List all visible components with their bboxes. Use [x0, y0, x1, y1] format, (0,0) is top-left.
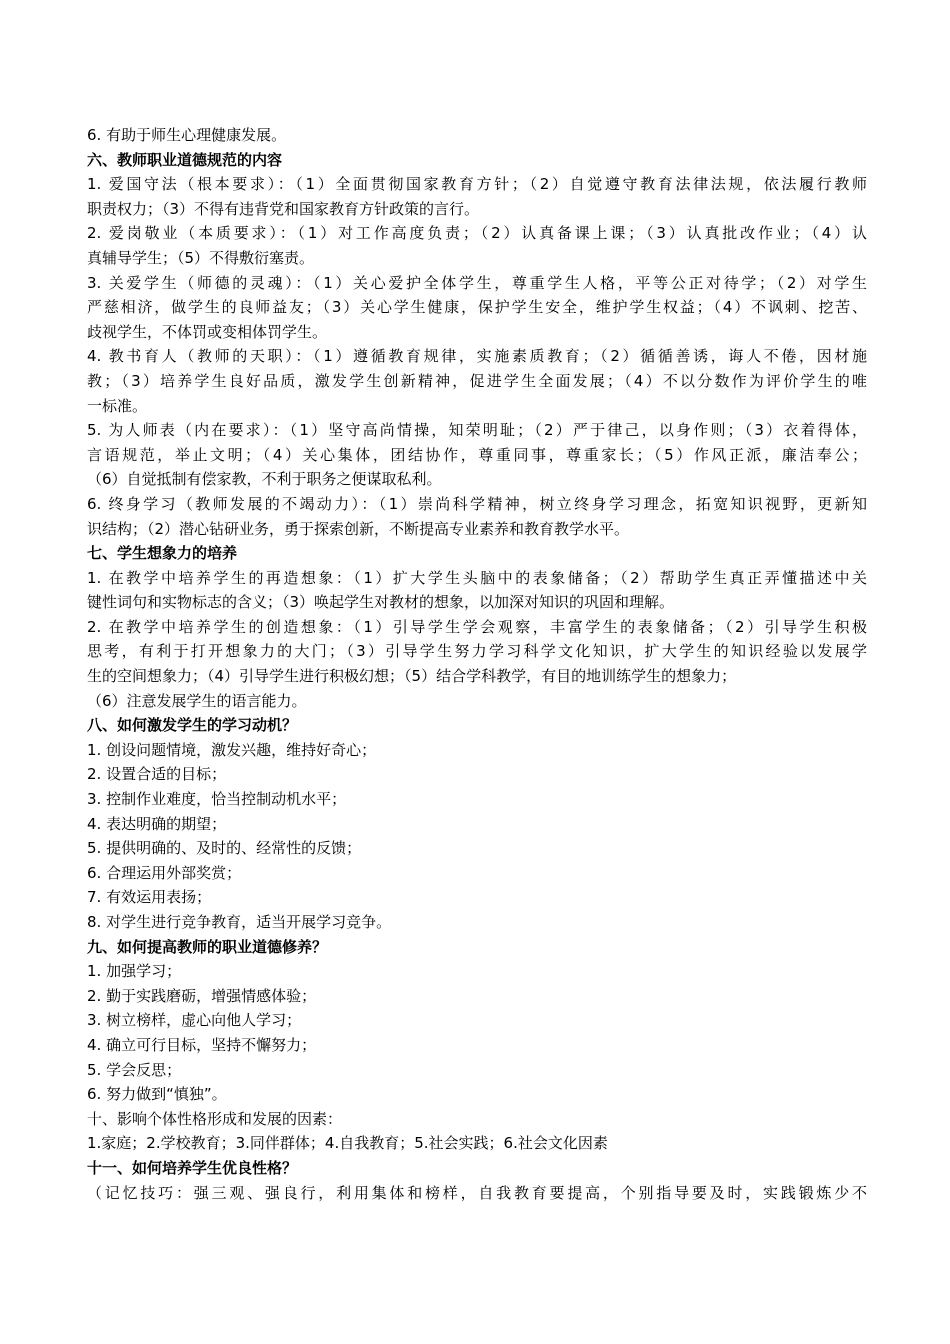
list-item: 6. 努力做到“慎独”。 — [87, 1085, 227, 1104]
list-item-continuation: 职责权力；（3）不得有违背党和国家教育方针政策的言行。 — [87, 199, 480, 218]
section-heading-8: 八、如何激发学生的学习动机？ — [87, 716, 298, 735]
list-item-continuation: 键性词句和实物标志的含义；（3）唤起学生对教材的想象，以加深对知识的巩固和理解。 — [87, 593, 675, 612]
list-item: 4. 确立可行目标，坚持不懈努力； — [87, 1035, 317, 1054]
list-item-continuation: 教；（3）培养学生良好品质，激发学生创新精神，促进学生全面发展；（4）不以分数作为评价学生的唯 — [87, 371, 867, 390]
list-item-continuation: 歧视学生，不体罚或变相体罚学生。 — [87, 322, 328, 341]
section-heading-11: 十一、如何培养学生优良性格？ — [87, 1158, 298, 1177]
list-item: 1. 创设问题情境，激发兴趣，维持好奇心； — [87, 740, 377, 759]
list-item: 5. 为人师表（内在要求）：（1）坚守高尚情操，知荣明耻；（2）严于律己，以身作则；（3）衣着得体， — [87, 421, 867, 440]
list-item: 3. 关爱学生（师德的灵魂）：（1）关心爱护全体学生，尊重学生人格，平等公正对待学；（2）对学生 — [87, 273, 867, 292]
list-item: 2. 勤于实践磨砺，增强情感体验； — [87, 986, 317, 1005]
list-item: 2. 爱岗敬业（本质要求）：（1）对工作高度负责；（2）认真备课上课；（3）认真批改作业；（4）认 — [87, 224, 867, 243]
list-item: 6. 终身学习（教师发展的不竭动力）：（1）崇尚科学精神，树立终身学习理念，拓宽知识视野，更新知 — [87, 494, 867, 513]
document-page — [87, 123, 867, 1205]
list-item-continuation: 一标准。 — [87, 396, 148, 415]
section-heading-6: 六、教师职业道德规范的内容 — [87, 150, 283, 169]
list-item: 3. 树立榜样，虚心向他人学习； — [87, 1011, 302, 1030]
list-item-continuation: 严慈相济，做学生的良师益友；（3）关心学生健康，保护学生安全，维护学生权益；（4）不讽刺、挖苦、 — [87, 298, 867, 317]
list-item-continuation: 思考，有利于打开想象力的大门；（3）引导学生努力学习科学文化知识，扩大学生的知识经验以发展学 — [87, 642, 867, 661]
list-item: 5. 提供明确的、及时的、经常性的反馈； — [87, 839, 362, 858]
list-item: 4. 教书育人（教师的天职）：（1）遵循教育规律，实施素质教育；（2）循循善诱，诲人不倦，因材施 — [87, 347, 867, 366]
list-item-continuation: （6）注意发展学生的语言能力。 — [87, 691, 307, 710]
section-heading-7: 七、学生想象力的培养 — [87, 544, 238, 563]
list-item-continuation: 言语规范，举止文明；（4）关心集体，团结协作，尊重同事，尊重家长；（5）作风正派，廉洁奉公； — [87, 445, 867, 464]
list-item-continuation: 生的空间想象力；（4）引导学生进行积极幻想；（5）结合学科教学，有目的地训练学生的想象力； — [87, 667, 737, 686]
list-item: 5. 学会反思； — [87, 1060, 182, 1079]
list-item: 1.家庭；2.学校教育；3.同伴群体；4.自我教育；5.社会实践；6.社会文化因素 — [87, 1134, 608, 1153]
list-item: 4. 表达明确的期望； — [87, 814, 227, 833]
list-item-continuation: 真辅导学生；（5）不得敷衍塞责。 — [87, 248, 315, 267]
list-item: 1. 爱国守法（根本要求）：（1）全面贯彻国家教育方针；（2）自觉遵守教育法律法规，依法履行教师 — [87, 175, 867, 194]
list-item: 1. 加强学习； — [87, 962, 182, 981]
section-heading-9: 九、如何提高教师的职业道德修养？ — [87, 937, 328, 956]
list-item: 7. 有效运用表扬； — [87, 888, 212, 907]
list-item-continuation: 识结构；（2）潜心钻研业务，勇于探索创新，不断提高专业素养和教育教学水平。 — [87, 519, 630, 538]
list-item: 8. 对学生进行竞争教育，适当开展学习竞争。 — [87, 913, 392, 931]
list-item: 6. 合理运用外部奖赏； — [87, 863, 242, 882]
list-item: 6. 有助于师生心理健康发展。 — [87, 126, 287, 144]
section-heading-10: 十、影响个体性格形成和发展的因素： — [87, 1109, 343, 1128]
list-item-continuation: （6）自觉抵制有偿家教，不利于职务之便谋取私利。 — [87, 470, 442, 489]
list-item: 2. 在教学中培养学生的创造想象：（1）引导学生学会观察，丰富学生的表象储备；（2）引导学生积极 — [87, 617, 867, 636]
list-item: 1. 在教学中培养学生的再造想象：（1）扩大学生头脑中的表象储备；（2）帮助学生真正弄懂描述中关 — [87, 568, 867, 587]
list-item: 3. 控制作业难度，恰当控制动机水平； — [87, 790, 347, 809]
memory-tip: （记忆技巧：强三观、强良行，利用集体和榜样，自我教育要提高，个别指导要及时，实践锻炼少不 — [87, 1183, 867, 1202]
list-item: 2. 设置合适的目标； — [87, 765, 227, 784]
